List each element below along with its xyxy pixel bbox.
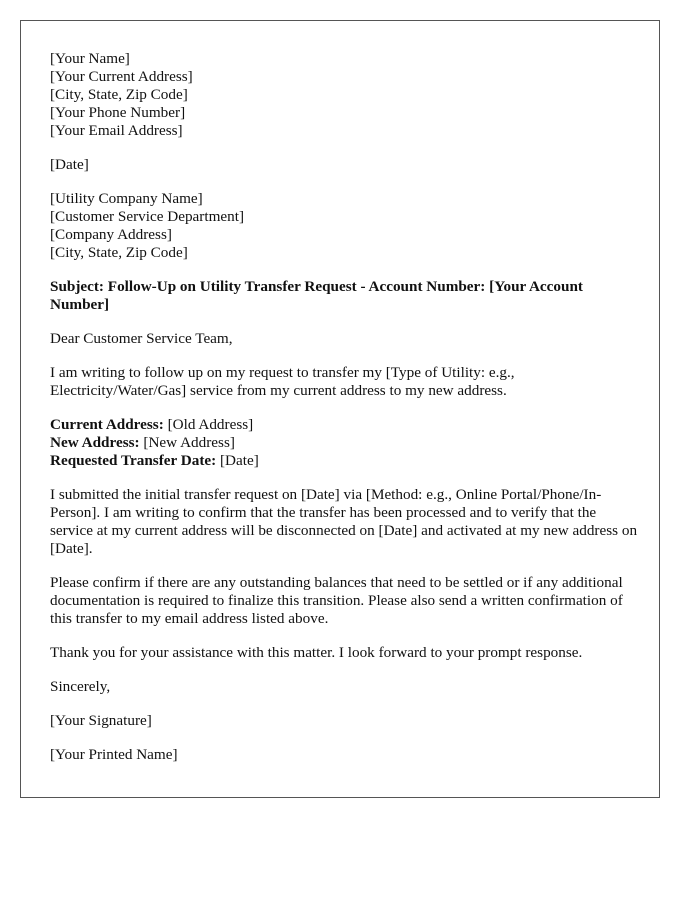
signature: [Your Signature] — [50, 712, 152, 729]
current-address-label: Current Address: — [50, 416, 164, 433]
transfer-date-value: [Date] — [216, 452, 259, 469]
recipient-company: [Utility Company Name] — [50, 190, 203, 207]
transfer-date-label: Requested Transfer Date: — [50, 452, 217, 469]
sender-name: [Your Name] — [50, 50, 130, 67]
sender-email: [Your Email Address] — [50, 122, 183, 139]
subject-line: Subject: Follow-Up on Utility Transfer Request - Account Number: [Your Account Number] — [50, 278, 583, 313]
transfer-details — [50, 416, 640, 470]
submitted-paragraph: I submitted the initial transfer request on [Date] via [Method: e.g., Online Portal/Phone/In-Person]. I am writing to confirm that the transfer has been processed and to verify that the service at my current address will be disconnected on [Date] and activated at my new address on [Date]. — [50, 486, 638, 557]
sender-city-state-zip: [City, State, Zip Code] — [50, 86, 188, 103]
letter-body — [50, 50, 640, 780]
intro-paragraph: I am writing to follow up on my request to transfer my [Type of Utility: e.g., Electricity/Water/Gas] service from my current address to my new address. — [50, 364, 515, 399]
salutation: Dear Customer Service Team, — [50, 330, 233, 347]
confirm-paragraph: Please confirm if there are any outstanding balances that need to be settled or if any additional documentation is required to finalize this transition. Please also send a written confirmation of this transfer to my email address listed above. — [50, 574, 623, 627]
recipient-block — [50, 190, 640, 262]
recipient-department: [Customer Service Department] — [50, 208, 244, 225]
new-address-value: [New Address] — [139, 434, 235, 451]
recipient-city-state-zip: [City, State, Zip Code] — [50, 244, 188, 261]
thanks-paragraph: Thank you for your assistance with this matter. I look forward to your prompt response. — [50, 644, 583, 661]
sender-block — [50, 50, 640, 140]
transfer-date-row — [50, 452, 640, 470]
closing: Sincerely, — [50, 678, 111, 695]
current-address-row — [50, 416, 640, 434]
recipient-address: [Company Address] — [50, 226, 172, 243]
new-address-row — [50, 434, 640, 452]
new-address-label: New Address: — [50, 434, 140, 451]
letter-frame — [20, 20, 660, 798]
letter-date: [Date] — [50, 156, 89, 173]
printed-name: [Your Printed Name] — [50, 746, 178, 763]
sender-phone: [Your Phone Number] — [50, 104, 186, 121]
sender-address: [Your Current Address] — [50, 68, 193, 85]
current-address-value: [Old Address] — [163, 416, 254, 433]
date-block — [50, 156, 640, 174]
